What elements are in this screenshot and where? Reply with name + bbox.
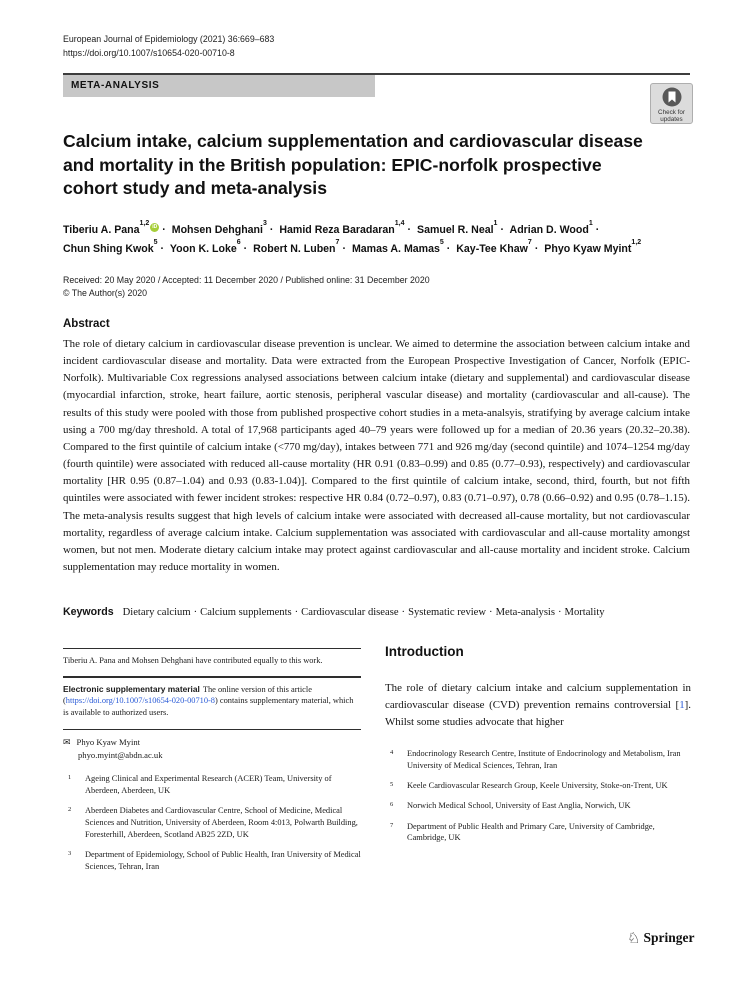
footnote-rule	[63, 729, 361, 730]
intro-column-right	[385, 644, 691, 853]
introduction-paragraph: The role of dietary calcium intake and calcium supplementation in cardiovascular disease (CVD) prevention remains controversial [1]. Whilst some studies advocate that higher	[385, 682, 691, 728]
orcid-icon[interactable]: iD	[152, 224, 158, 230]
publisher-name: Springer	[643, 930, 695, 945]
author: Chun Shing Kwok$^5$	[63, 238, 158, 255]
citation-link-1[interactable]: 1	[679, 699, 685, 711]
journal-citation-line: European Journal of Epidemiology (2021) 36:669–683	[63, 34, 275, 44]
footnote-rule	[63, 648, 361, 649]
corresponding-author-name-line	[63, 736, 361, 749]
affiliation: 1 Ageing Clinical and Experimental Research (ACER) Team, University of Aberdeen, Aberdeen, UK	[68, 774, 332, 796]
keyword: Calcium supplements	[200, 607, 292, 618]
keyword: Meta-analysis	[495, 607, 556, 618]
check-for-updates-button[interactable]	[650, 83, 693, 124]
esm-doi-link[interactable]: https://doi.org/10.1007/s10654-020-00710-8	[65, 696, 215, 706]
title-line-2: and mortality in the British population: EPIC-norfolk prospective	[63, 154, 602, 175]
equal-contribution-note: Tiberiu A. Pana and Mohsen Dehghani have contributed equally to this work.	[63, 656, 323, 666]
affiliation: 7 Department of Public Health and Primary Care, University of Cambridge, Cambridge, UK	[390, 821, 655, 843]
footnote-column-left	[63, 648, 361, 881]
affiliation: 4 Endocrinology Research Centre, Institute of Endocrinology and Metabolism, Iran University of Medical Sciences, Tehran, Iran	[390, 749, 681, 770]
introduction-heading: Introduction	[385, 644, 464, 659]
author-list: Tiberiu A. Pana$^{1,2}$iD · Mohsen Dehghani$^3$· Hamid Reza Baradaran$^{1,4}$· Samuel R. Neal$^1$· Adrian D. Wood$^1$· Chun Shing Kwok$^5$· Yoon K. Loke$^6$· Robert N. Luben$^7$· Mamas A. Mamas$^5$· Kay-Tee Khaw$^7$· Phyo Kyaw Myint$^{1,2}$	[63, 219, 642, 255]
author: Tiberiu A. Pana$^{1,2}$iD	[63, 219, 158, 236]
title-line-1: Calcium intake, calcium supplementation and cardiovascular disease	[63, 131, 643, 151]
author: Phyo Kyaw Myint$^{1,2}$	[544, 238, 642, 255]
esm-label: Electronic supplementary material	[63, 683, 200, 694]
keyword: Mortality	[564, 607, 605, 618]
springer-horse-icon: ♘	[627, 931, 641, 947]
author: Mamas A. Mamas$^5$	[351, 238, 444, 255]
title-line-3: cohort study and meta-analysis	[63, 178, 327, 198]
author: Hamid Reza Baradaran$^{1,4}$	[279, 219, 405, 236]
abstract-text: The role of dietary calcium in cardiovascular disease prevention is unclear. We aimed to determine the association between calcium intake and incident cardiovascular disease and mortality. Data were extracted from the European Prospective Investigation of Cancer, Norfolk (EPIC-Norfolk). Multivariable Cox regressions analysed associations between calcium intake (dietary and supplemental) and cardiovascular disease (myocardial infarction, stroke, heart failure, aortic stenosis, peripheral vascular disease) and mortality (cardiovascular and all-cause). The results of this study were pooled with those from published prospective cohort studies in a meta-analsyis, stratifying by average calcium intake using a 700 mg/day threshold. A total of 17,968 participants aged 40–79 years were followed up for a median of 20.36 years (20.32–20.38). Compared to the first quintile of calcium intake (<770 mg/day), intakes between 771 and 926 mg/day (second quintile) and 1074–1254 mg/day (fourth quintile) were associated with reduced all-cause mortality (HR 0.91 (0.83–0.99) and 0.85 (0.77–0.93), respectively) and cardiovascular mortality [HR 0.95 (0.87–1.04) and 0.93 (0.83-1.04)]. Compared to the first quintile of calcium intake, second, third, fourth, but not fifth quintiles were associated with fewer incident strokes: respective HR 0.84 (0.72–0.97), 0.83 (0.71–0.97), 0.78 (0.66–0.92) and 0.95 (0.78–1.15). The meta-analysis results suggest that high levels of calcium intake were associated with decreased all-cause mortality, but not cardiovascular mortality, regardless of average calcium intake. Calcium supplementation was associated with cardiovascular and all-cause mortality amongst women, but not men. Moderate dietary calcium intake may protect against cardiovascular and all-cause mortality and incident stroke. Calcium supplementation may reduce mortality in women.	[63, 338, 690, 574]
author: Kay-Tee Khaw$^7$	[456, 238, 532, 255]
author: Yoon K. Loke$^6$	[169, 238, 241, 255]
doi-line: https://doi.org/10.1007/s10654-020-00710-8	[63, 47, 235, 58]
footnote-rule	[63, 676, 361, 677]
author: Adrian D. Wood$^1$	[509, 219, 593, 236]
keywords-label: Keywords	[63, 606, 114, 618]
abstract-heading: Abstract	[63, 318, 110, 330]
crossmark-icon	[661, 86, 683, 108]
author: Mohsen Dehghani$^3$	[171, 219, 267, 236]
author: Robert N. Luben$^7$	[253, 238, 340, 255]
corresponding-author-name: Phyo Kyaw Myint	[76, 737, 141, 748]
affiliation: 2 Aberdeen Diabetes and Cardiovascular Centre, School of Medicine, Medical Sciences and Nutrition, University of Aberdeen, Room 4:013, Polwarth Building, Foresterhill, Aberdeen, Scotland AB25 2ZD, UK	[68, 806, 358, 840]
article-category-label: META-ANALYSIS	[71, 80, 160, 91]
affiliations-4-7	[385, 748, 691, 844]
corresponding-author-block	[63, 736, 361, 761]
envelope-icon: ✉	[63, 737, 71, 748]
keywords-line: Keywords Dietary calcium · Calcium supplements · Cardiovascular disease · Systematic review · Meta-analysis · Mortality	[63, 606, 605, 618]
affiliation: 5 Keele Cardiovascular Research Group, Keele University, Stoke-on-Trent, UK	[390, 781, 668, 791]
affiliation: 6 Norwich Medical School, University of East Anglia, Norwich, UK	[390, 801, 631, 811]
keyword: Dietary calcium	[122, 607, 191, 618]
keyword: Systematic review	[408, 607, 487, 618]
author: Samuel R. Neal$^1$	[417, 219, 498, 236]
publisher-logo	[627, 928, 694, 947]
affiliations-1-3	[63, 773, 361, 873]
article-category-banner	[63, 75, 375, 97]
received-accepted-line: Received: 20 May 2020 / Accepted: 11 December 2020 / Published online: 31 December 2020	[63, 275, 430, 285]
check-updates-text-2: updates	[660, 116, 683, 123]
article-title	[63, 130, 708, 201]
publication-history	[63, 274, 690, 300]
corresponding-author-email: phyo.myint@abdn.ac.uk	[78, 749, 163, 760]
supplementary-material-note: Electronic supplementary material The online version of this article (https://doi.org/10.1007/s10654-020-00710-8) contains supplementary material, which is available to authorized users.	[63, 683, 354, 718]
check-updates-text-1: Check for	[658, 109, 685, 116]
keyword: Cardiovascular disease	[301, 607, 399, 618]
affiliation: 3 Department of Epidemiology, School of Public Health, Iran University of Medical Sciences, Tehran, Iran	[68, 850, 361, 872]
journal-header	[63, 33, 274, 60]
copyright-line: © The Author(s) 2020	[63, 288, 148, 298]
